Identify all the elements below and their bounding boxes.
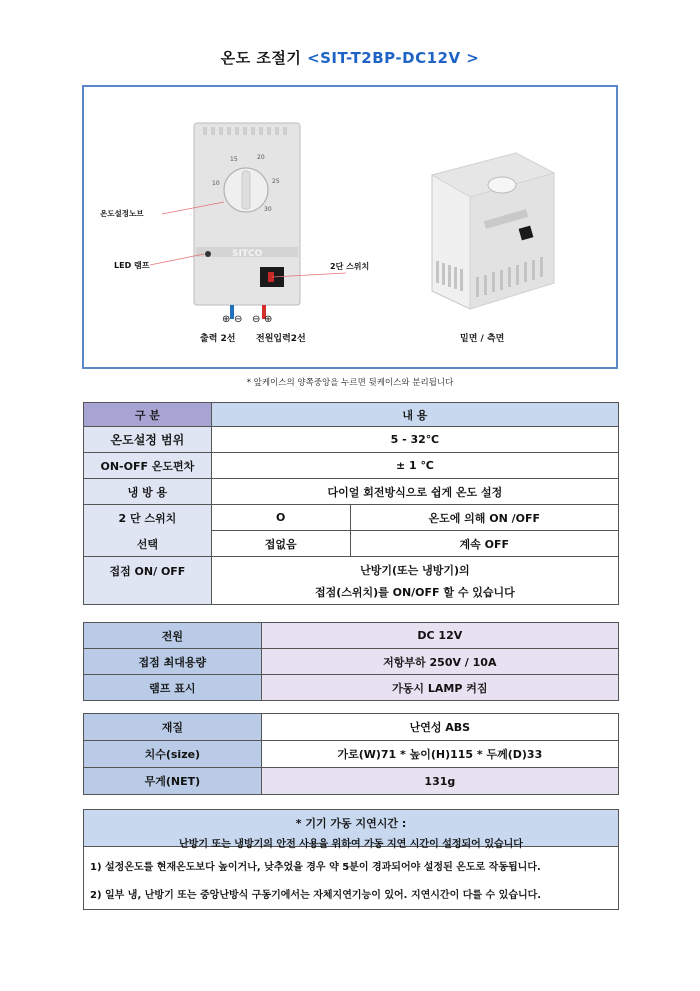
dial-number: 30 <box>264 206 272 213</box>
delay-title: * 기기 가동 지연시간 : <box>295 817 407 830</box>
switch-label: 2단 스위치 <box>330 262 370 271</box>
usage-value: 다이얼 회전방식으로 쉽게 온도 설정 <box>211 479 618 505</box>
material-value: 난연성 ABS <box>261 714 618 741</box>
terminal-plus-icon: ⊕ <box>222 314 231 325</box>
contact-label: 접점 ON/ OFF <box>84 557 212 605</box>
side-device <box>432 153 554 309</box>
table-row <box>84 557 619 605</box>
table-row <box>84 505 619 531</box>
table-row <box>84 427 619 453</box>
material-label: 재질 <box>84 714 262 741</box>
table-row <box>84 453 619 479</box>
dial-number: 25 <box>272 178 280 185</box>
deviation-label: ON-OFF 온도편차 <box>84 453 212 479</box>
contact-line2: 접점(스위치)를 ON/OFF 할 수 있습니다 <box>314 585 515 599</box>
size-label: 치수(size) <box>84 741 262 768</box>
led-lamp-icon <box>205 251 211 257</box>
capacity-value: 저항부하 250V / 10A <box>261 649 618 675</box>
usage-label: 냉 방 용 <box>84 479 212 505</box>
range-label: 온도설정 범위 <box>84 427 212 453</box>
header-content: 내 용 <box>211 403 618 427</box>
weight-value: 131g <box>261 768 618 795</box>
dial-number: 15 <box>230 156 238 163</box>
back-side-label: 밑면 / 측면 <box>460 334 505 344</box>
knob-label: 온도설정노브 <box>100 209 144 218</box>
table-row <box>84 403 619 427</box>
delay-subtitle: 난방기 또는 냉방기의 안전 사용을 위하여 가동 지연 시간이 설정되어 있습니다 <box>179 839 523 850</box>
material-table <box>83 713 619 795</box>
title-main: 온도 조절기 <box>220 49 302 67</box>
led-label: LED 램프 <box>114 261 150 270</box>
capacity-label: 접점 최대용량 <box>84 649 262 675</box>
table-row <box>84 623 619 649</box>
case-separation-note: * 앞케이스의 양쪽중앙을 누르면 뒷케이스와 분리됩니다 <box>246 378 454 388</box>
power-label: 전원 <box>84 623 262 649</box>
weight-label: 무게(NET) <box>84 768 262 795</box>
product-illustration <box>84 87 616 367</box>
switch-no: 접없음 <box>211 531 350 557</box>
brand-logo: SITCO <box>232 249 263 259</box>
table-row <box>84 479 619 505</box>
table-row <box>84 714 619 741</box>
contact-line1: 난방기(또는 냉방기)의 <box>360 563 470 577</box>
output-label: 출력 2선 <box>200 334 236 344</box>
dial-number: 10 <box>212 180 220 187</box>
terminal-plus-icon: ⊕ <box>264 314 273 325</box>
lamp-label: 램프 표시 <box>84 675 262 701</box>
spec-table <box>83 402 619 605</box>
front-device <box>194 123 300 319</box>
table-row <box>84 675 619 701</box>
delay-notice-box <box>83 809 619 910</box>
dial-number: 20 <box>257 154 265 161</box>
terminal-minus-icon: ⊖ <box>234 314 243 325</box>
table-row <box>84 649 619 675</box>
delay-item-2: 2) 일부 냉, 난방기 또는 중앙난방식 구동기에서는 자체지연기능이 있어. 지연시간이 다를 수 있습니다. <box>90 890 542 901</box>
delay-item-1: 1) 설정온도를 현재온도보다 높이거나, 낮추었을 경우 약 5분이 경과되어야 설정된 온도로 작동됩니다. <box>90 862 541 873</box>
contact-value <box>211 557 618 605</box>
switch-o-desc: 온도에 의해 ON /OFF <box>350 505 619 531</box>
range-value: 5 - 32℃ <box>211 427 618 453</box>
switch-no-desc: 계속 OFF <box>350 531 619 557</box>
header-label: 구 분 <box>84 403 212 427</box>
power-input-label: 전원입력2선 <box>256 334 306 344</box>
switch-label-line1: 2 단 스위치 <box>118 511 177 525</box>
size-value: 가로(W)71 * 높이(H)115 * 두께(D)33 <box>261 741 618 768</box>
power-table <box>83 622 619 701</box>
switch-label-line2: 선택 <box>136 537 159 551</box>
lamp-value: 가동시 LAMP 켜짐 <box>261 675 618 701</box>
power-value: DC 12V <box>261 623 618 649</box>
title-model: <SIT-T2BP-DC12V > <box>307 49 480 67</box>
table-row <box>84 768 619 795</box>
table-row <box>84 741 619 768</box>
switch-o: O <box>211 505 350 531</box>
switch-select-label <box>84 505 212 557</box>
page-title <box>0 47 700 68</box>
deviation-value: ± 1 ℃ <box>211 453 618 479</box>
product-photo-box <box>82 85 618 369</box>
terminal-minus-icon: ⊖ <box>252 314 261 325</box>
delay-header <box>84 810 618 850</box>
